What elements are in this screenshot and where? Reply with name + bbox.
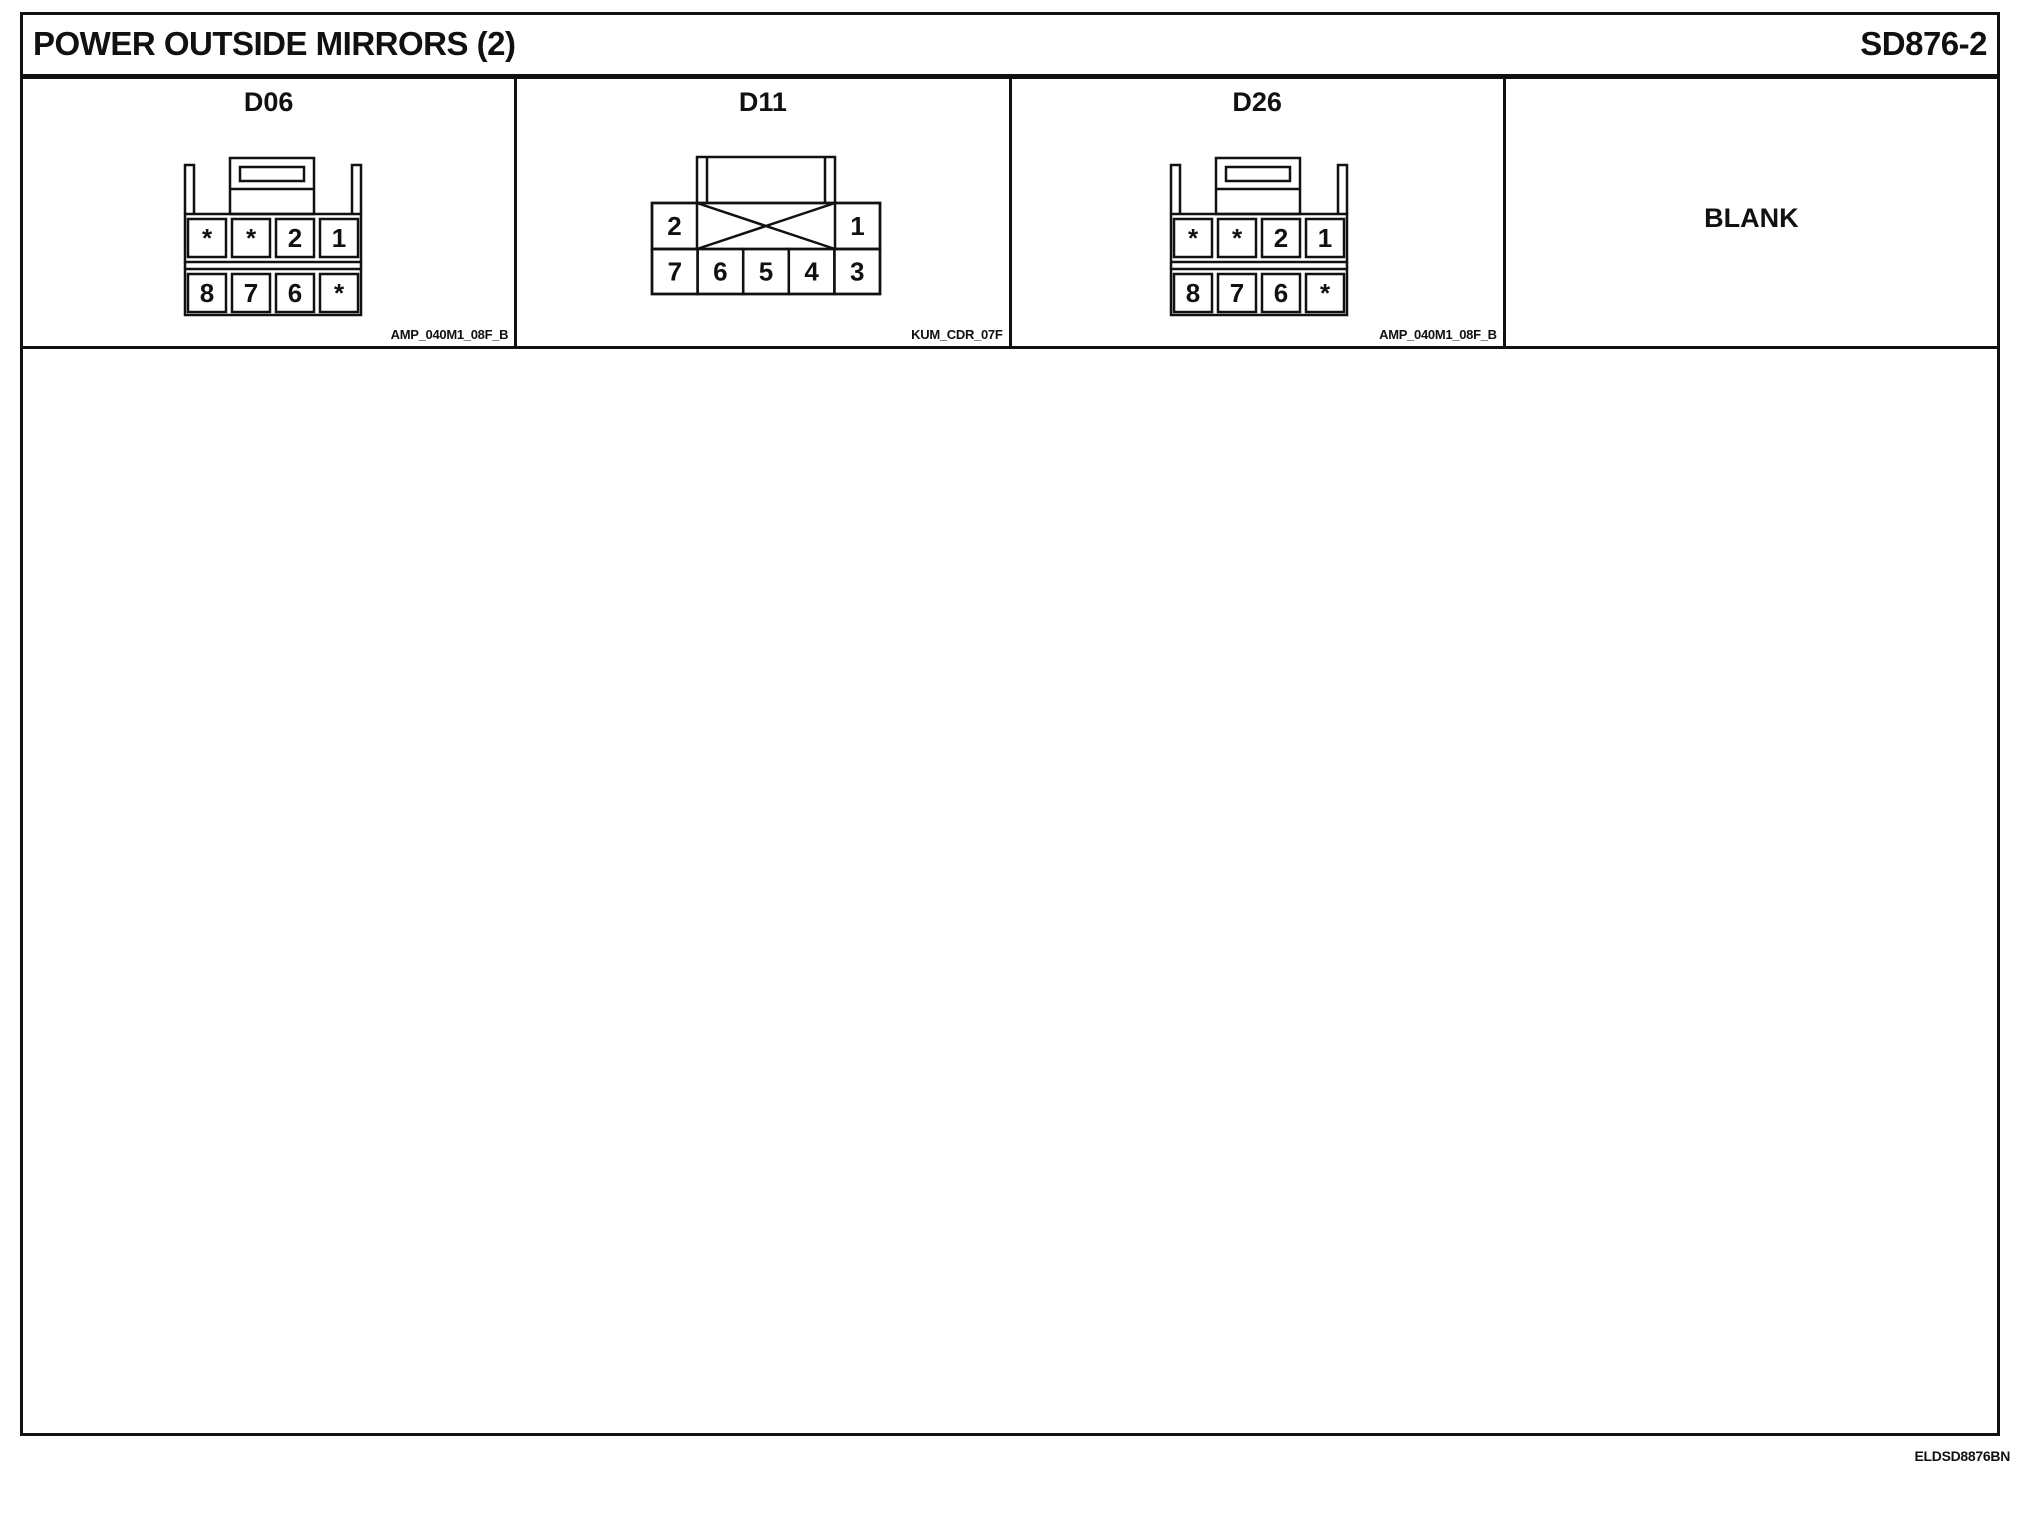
pin-label: 6 [1273,278,1288,308]
header-bar [23,15,1997,79]
pin-label: * [1319,278,1330,308]
connector-name: D11 [738,87,787,117]
pin-label: 1 [331,223,347,253]
pin-label: 8 [1185,278,1200,308]
page-title: POWER OUTSIDE MIRRORS (2) [33,25,516,62]
image-id: ELDSD8876BN [1914,1448,2010,1464]
pin-label: * [201,223,213,253]
pin-label: 2 [667,211,682,241]
pin-label: 1 [1317,223,1332,253]
pin-label: 1 [850,211,865,241]
blank-panel [1506,79,1997,346]
pin-grid-d06 [188,219,358,312]
blank-label: BLANK [1704,203,1799,233]
pin-label: 6 [287,278,303,308]
connector-type: AMP_040M1_08F_B [390,327,509,342]
pin-label: * [1231,223,1242,253]
pin-label: * [245,223,257,253]
connector-panel-d11 [517,79,1011,346]
pin-label: 2 [287,223,303,253]
pin-label: 7 [243,278,259,308]
pin-label: 7 [1229,278,1244,308]
pin-label: 8 [199,278,215,308]
page-code: SD876-2 [1860,25,1987,62]
connector-name: D06 [243,87,294,117]
pin-label: 7 [667,256,683,287]
connector-panel-d06 [23,79,517,346]
diagram-sheet [20,12,2000,1436]
connector-diagram-d06 [23,79,518,346]
pin-label: * [333,278,345,308]
pin-label: 5 [759,256,774,287]
connector-diagram-d11 [517,79,1012,346]
pin-label: 6 [713,256,728,287]
pin-label: 4 [804,256,820,287]
pin-label: 3 [850,256,865,287]
connector-type: AMP_040M1_08F_B [1379,327,1497,342]
connector-name: D26 [1232,87,1282,117]
connector-panels [23,79,1997,349]
pin-label: 2 [1273,223,1288,253]
connector-diagram-d26 [1012,79,1507,346]
pin-label: * [1187,223,1198,253]
connector-panel-d26 [1012,79,1506,346]
pin-grid-d26 [1174,219,1344,312]
pin-grid-d11 [652,203,880,294]
connector-type: KUM_CDR_07F [911,327,1003,342]
